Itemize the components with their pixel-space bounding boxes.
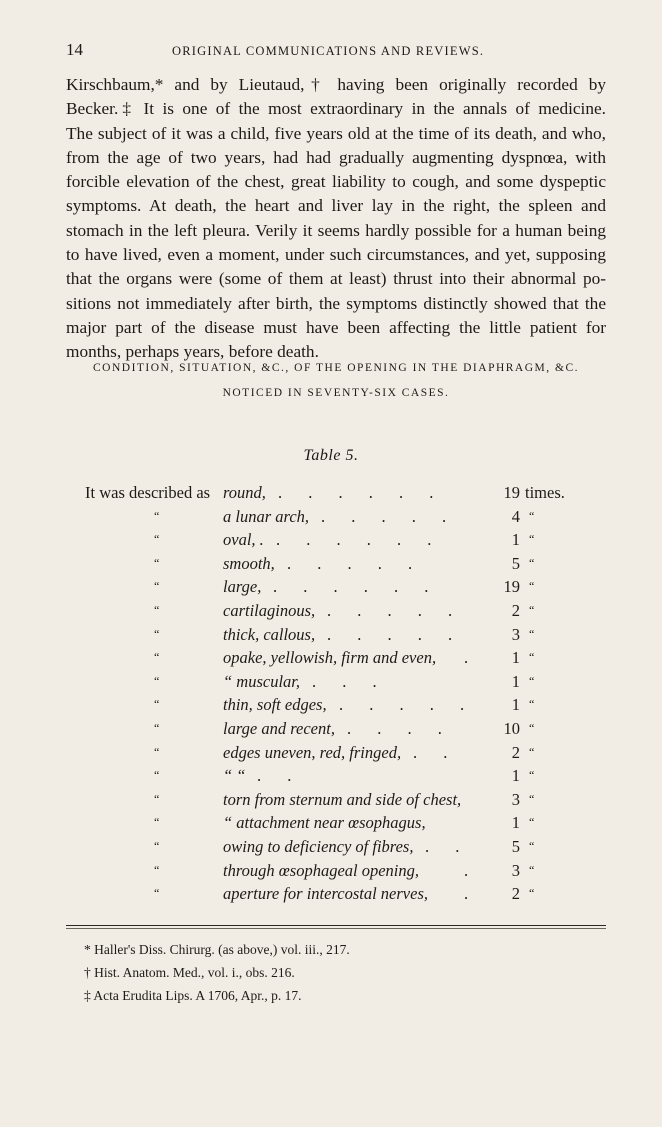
running-title: ORIGINAL COMMUNICATIONS AND REVIEWS.: [172, 44, 485, 58]
leader-dots: . .: [425, 837, 460, 856]
row-description: large and recent,: [223, 719, 335, 738]
row-description: “ attachment near œsophagus,: [223, 813, 426, 833]
row-count: 1: [511, 695, 520, 715]
table-row: [0, 601, 662, 625]
row-count: 19: [503, 483, 520, 502]
row-unit: “: [529, 603, 535, 617]
paragraph-line: to have lived, even a moment, under such circumstances, and yet, supposing: [66, 245, 606, 265]
table-caption-subline: NOTICED IN SEVENTY-SIX CASES.: [222, 387, 450, 399]
paragraph-line: from the age of two years, had had gradually augmenting dyspnœa, with: [66, 147, 606, 167]
leader-dots: . . . . .: [339, 695, 465, 715]
ditto-mark: “: [154, 839, 160, 853]
row-unit: “: [529, 508, 535, 523]
paragraph-line: symptoms. At death, the heart and liver lay in the right, the spleen and: [66, 196, 606, 216]
table-row: [0, 648, 662, 672]
table-row: [0, 837, 662, 861]
paragraph-line: months, perhaps years, before death.: [66, 342, 319, 362]
row-count: 19: [503, 577, 520, 597]
paragraph-line: that the organs were (some of them at least) thrust into their abnormal po-: [66, 269, 606, 289]
table-row: [0, 507, 662, 531]
row-count: 2: [511, 742, 520, 762]
row-unit: “: [529, 791, 535, 806]
footnote: * Haller's Diss. Chirurg. (as above,) vol. iii., 217.: [84, 942, 350, 957]
table-row: [0, 743, 662, 767]
table-row: [0, 672, 662, 696]
paragraph-line: stomach in the left pleura. Verily it seems hardly possible for a human being: [66, 220, 606, 240]
ditto-mark: “: [154, 744, 160, 759]
ditto-mark: “: [154, 555, 160, 570]
footnote: ‡ Acta Erudita Lips. A 1706, Apr., p. 17.: [84, 988, 302, 1003]
row-description: a lunar arch,: [223, 506, 310, 526]
row-unit: “: [529, 579, 535, 594]
row-unit: “: [529, 626, 535, 641]
row-description: owing to deficiency of fibres,: [223, 837, 414, 856]
leader-dots: .: [464, 648, 491, 668]
paragraph-line: Becker.‡ It is one of the most extraordinary in the annals of medicine.: [66, 99, 606, 119]
table-row: [0, 625, 662, 649]
ditto-mark: “: [154, 815, 160, 830]
row-description: edges uneven, red, fringed,: [223, 742, 402, 762]
leader-dots: .: [464, 860, 491, 880]
row-description: oval, .: [223, 530, 264, 550]
row-unit: “: [529, 697, 535, 712]
table-row: [0, 861, 662, 885]
paragraph-line: sitions not immediately after birth, the symptoms distinctly showed that the: [66, 293, 606, 313]
row-unit: “: [529, 886, 535, 901]
ditto-mark: “: [154, 673, 160, 688]
row-description: thick, callous,: [223, 624, 316, 644]
table-row: [0, 483, 662, 507]
paragraph-line: forcible elevation of the chest, great liability to cough, and some dyspeptic: [66, 172, 606, 192]
ditto-mark: “: [154, 697, 160, 712]
table-row: [0, 530, 662, 554]
row-count: 3: [511, 789, 520, 809]
leader-dots: . . . . .: [321, 506, 447, 526]
row-unit: “: [529, 532, 535, 547]
row-description: “ “: [223, 766, 246, 786]
row-unit: “: [529, 650, 535, 665]
footnote-divider: [66, 925, 606, 926]
row-description: cartilaginous,: [223, 601, 316, 620]
table-title: Table 5.: [303, 447, 359, 464]
row-count: 4: [511, 506, 520, 526]
footnote-divider-thin: [66, 928, 606, 929]
row-count: 5: [511, 553, 520, 573]
leader-dots: . . . .: [347, 719, 442, 738]
footnote: † Hist. Anatom. Med., vol. i., obs. 216.: [84, 965, 295, 980]
table-row: [0, 884, 662, 908]
row-unit: “: [529, 744, 535, 759]
leader-dots: .: [464, 884, 491, 904]
row-lead-text: It was described as: [85, 483, 211, 502]
leader-dots: . . . . .: [327, 601, 453, 620]
row-count: 10: [503, 719, 520, 738]
table-row: [0, 695, 662, 719]
row-description: thin, soft edges,: [223, 695, 327, 715]
leader-dots: . . . . .: [327, 624, 453, 644]
row-description: torn from sternum and side of chest,: [223, 789, 462, 809]
row-description: opake, yellowish, firm and even,: [223, 648, 437, 668]
leader-dots: . . . . . .: [278, 483, 434, 502]
row-description: “ muscular,: [223, 671, 301, 691]
row-count: 3: [511, 624, 520, 644]
row-count: 1: [511, 671, 520, 691]
leader-dots: . .: [257, 766, 292, 786]
table-row: [0, 577, 662, 601]
leader-dots: . . . . . .: [273, 577, 429, 597]
row-count: 1: [511, 766, 520, 786]
ditto-mark: “: [154, 721, 160, 735]
row-description: aperture for intercostal nerves,: [223, 884, 428, 904]
page-header: [66, 40, 606, 60]
leader-dots: . . . . . .: [276, 530, 432, 550]
ditto-mark: “: [154, 886, 160, 901]
leader-dots: . . .: [312, 671, 377, 691]
row-count: 1: [511, 648, 520, 668]
ditto-mark: “: [154, 508, 160, 523]
ditto-mark: “: [154, 650, 160, 665]
table-row: [0, 719, 662, 743]
leader-dots: . .: [413, 742, 448, 762]
row-count: 1: [511, 530, 520, 550]
paragraph-line: Kirschbaum,* and by Lieutaud,† having been originally recorded by: [66, 75, 606, 94]
table-row: [0, 790, 662, 814]
table-row: [0, 554, 662, 578]
ditto-mark: “: [154, 532, 160, 547]
row-unit: “: [529, 839, 535, 853]
paragraph-line: The subject of it was a child, five years old at the time of its death, and who,: [66, 123, 606, 143]
table-caption: CONDITION, SITUATION, &C., OF THE OPENING IN THE DIAPHRAGM, &C.: [92, 362, 580, 374]
row-count: 1: [511, 813, 520, 833]
row-count: 2: [511, 601, 520, 620]
row-unit: “: [529, 673, 535, 688]
ditto-mark: “: [154, 768, 160, 783]
body-paragraph: [66, 73, 606, 365]
paragraph-line: major part of the disease must have been affecting the little patient for: [66, 317, 606, 337]
ditto-mark: “: [154, 791, 160, 806]
leader-dots: . . . . .: [287, 553, 413, 573]
ditto-mark: “: [154, 603, 160, 617]
row-count: 3: [511, 860, 520, 880]
page-number: 14: [66, 40, 83, 59]
row-description: smooth,: [223, 553, 275, 573]
row-unit: “: [529, 815, 535, 830]
table-row: [0, 766, 662, 790]
row-unit: “: [529, 768, 535, 783]
row-unit: “: [529, 862, 535, 877]
table-row: [0, 813, 662, 837]
row-description: round,: [223, 483, 266, 502]
row-description: through œsophageal opening,: [223, 860, 420, 880]
row-description: large,: [223, 577, 262, 597]
row-unit: “: [529, 555, 535, 570]
ditto-mark: “: [154, 626, 160, 641]
ditto-mark: “: [154, 862, 160, 877]
row-unit: times.: [525, 483, 565, 502]
row-count: 5: [511, 837, 520, 856]
row-count: 2: [511, 884, 520, 904]
ditto-mark: “: [154, 579, 160, 594]
row-unit: “: [529, 721, 535, 735]
